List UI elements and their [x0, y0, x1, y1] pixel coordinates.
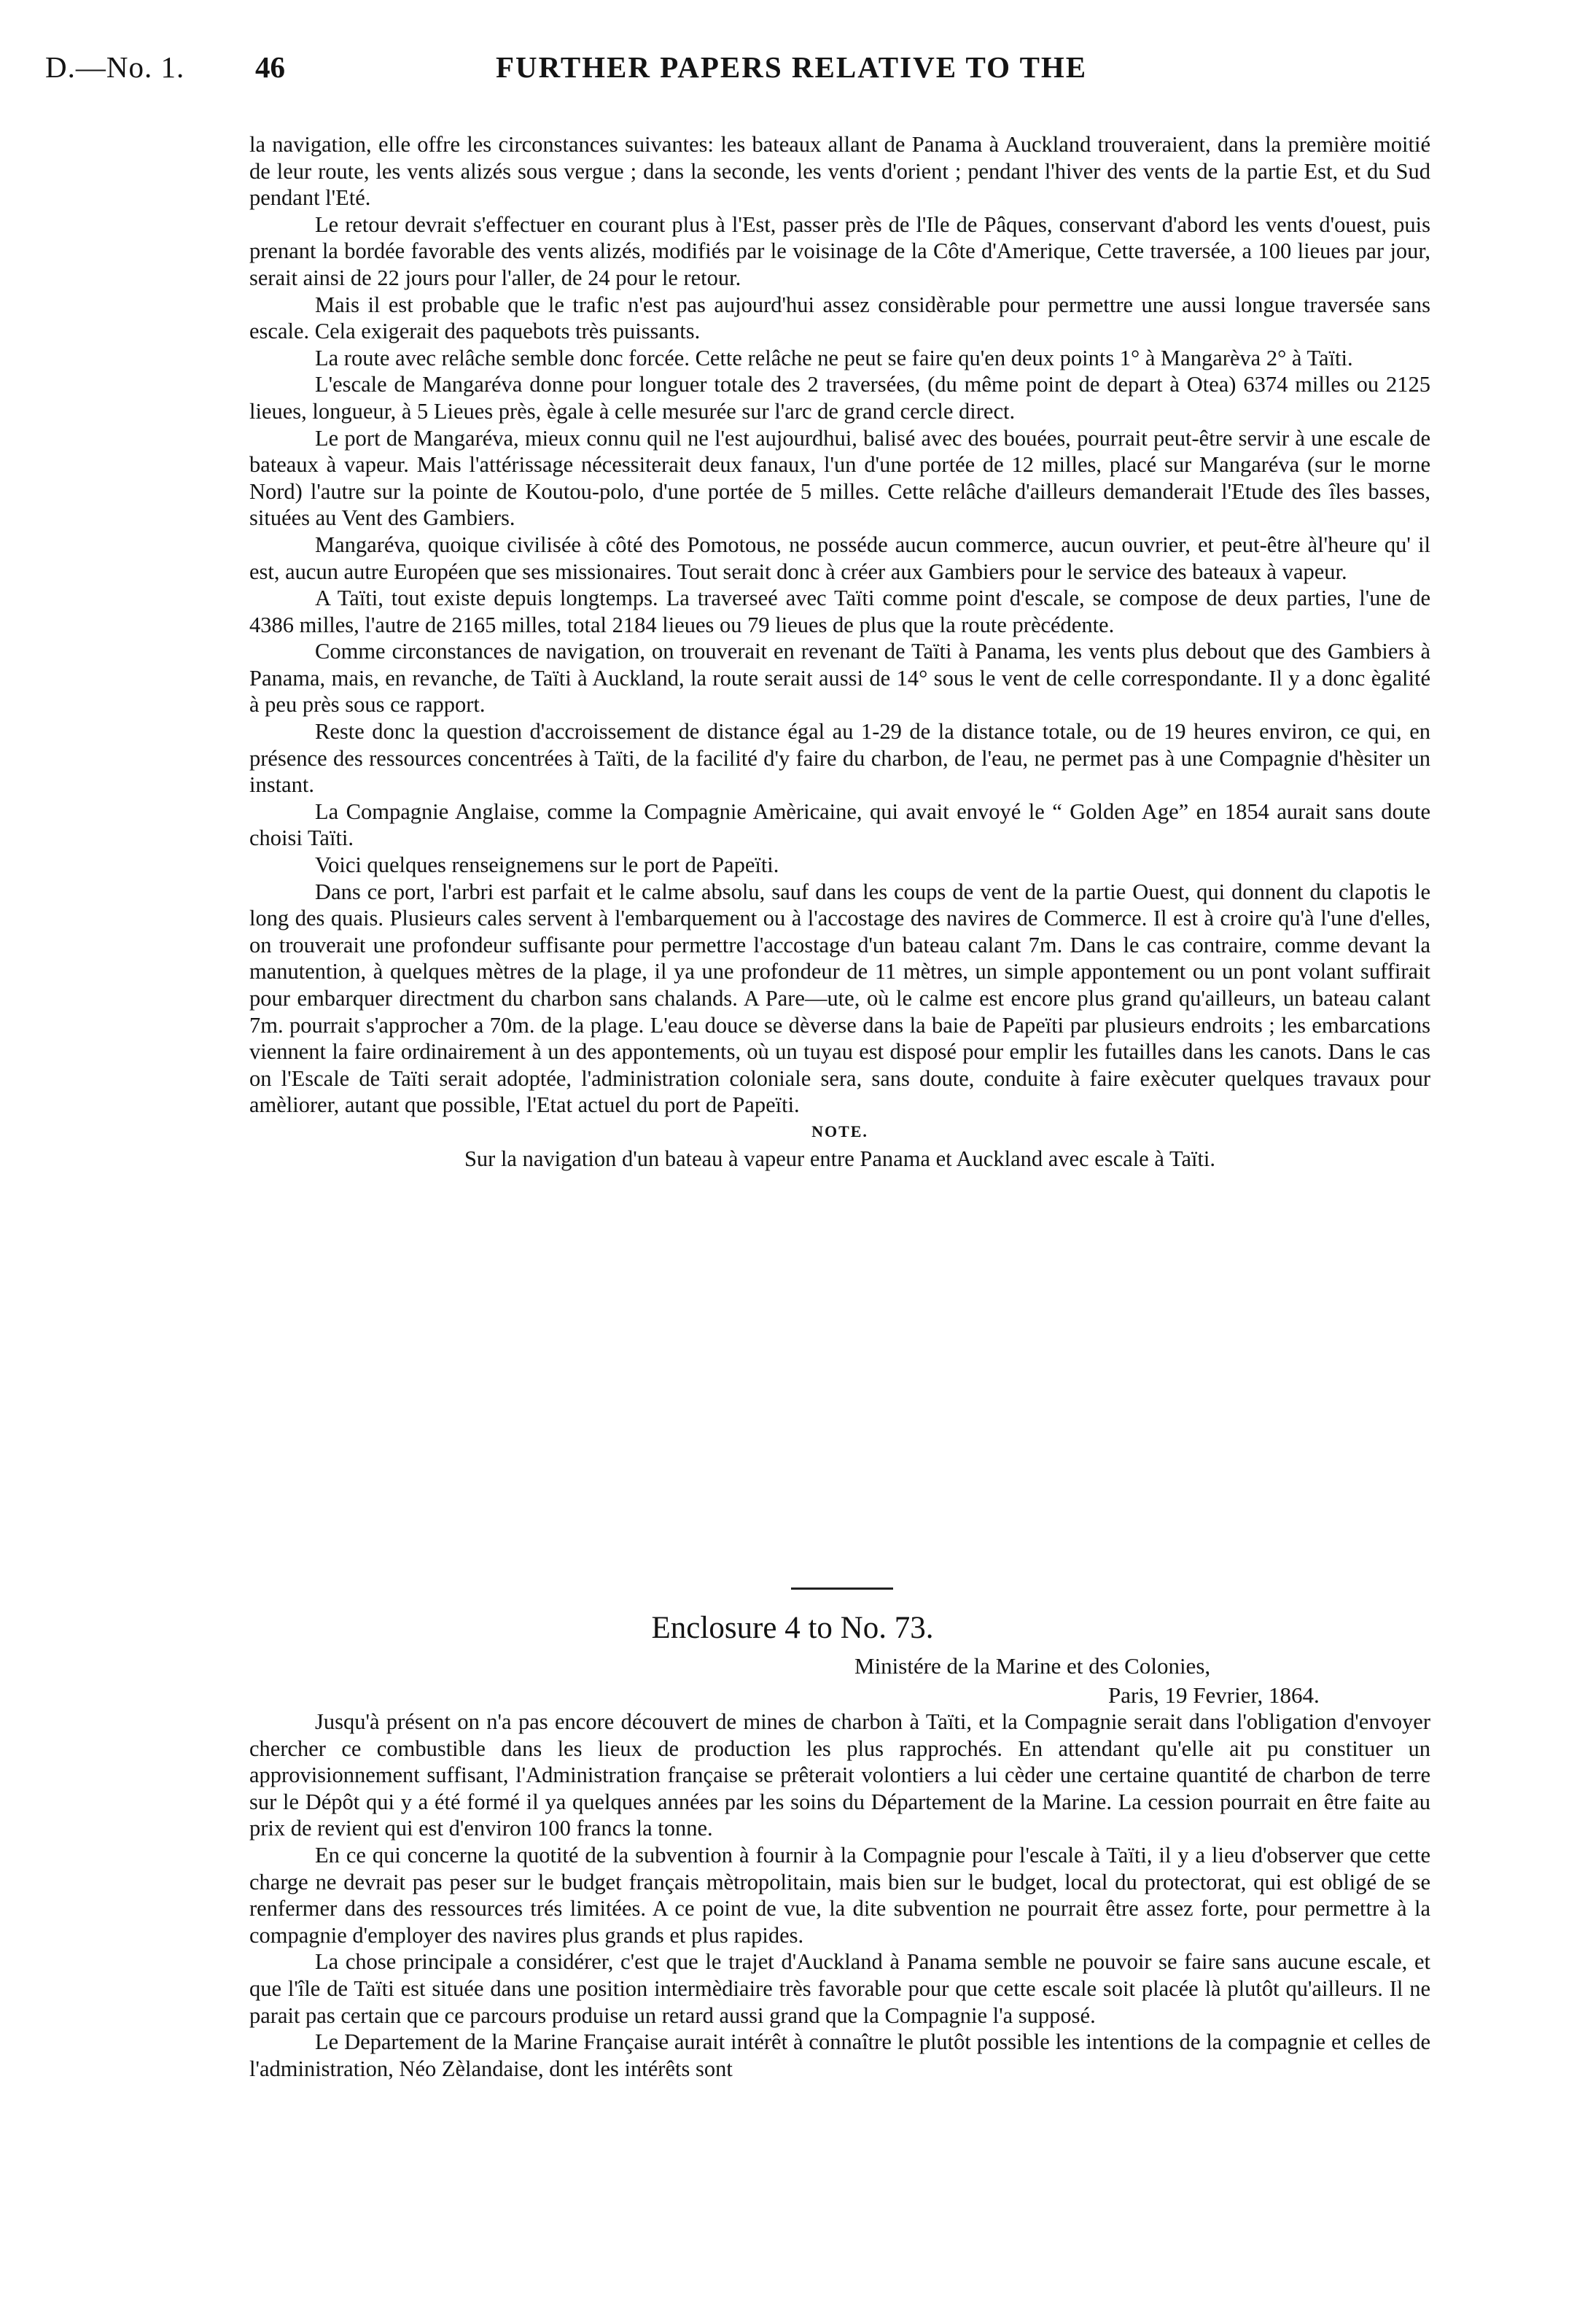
- main-text: [249, 131, 1430, 1172]
- section-divider: [791, 1587, 893, 1590]
- enclosure-text: [249, 1709, 1430, 2082]
- paragraph: La Compagnie Anglaise, comme la Compagnie Amèricaine, qui avait envoyé le “ Golden Age” en 1854 aurait sans doute choisi Taïti.: [249, 798, 1430, 851]
- enclosure-title: Enclosure 4 to No. 73.: [651, 1611, 934, 1645]
- paragraph: Le retour devrait s'effectuer en courant plus à l'Est, passer près de l'Ile de Pâques, conservant d'abord les vents d'ouest, puis prenant la bordée favorable des vents alizés, modifiés par le voisinage de la Côte d'Amerique, Cette traversée, a 100 lieues par jour, serait ainsi de 22 jours pour l'aller, de 24 pour le retour.: [249, 211, 1430, 290]
- paragraph: Jusqu'à présent on n'a pas encore découvert de mines de charbon à Taïti, et la Compagnie serait dans l'obligation d'envoyer chercher ce combustible dans les lieux de production les plus rapprochés. En attendant qu'elle ait pu constituer un approvisionnement suffisant, l'Administration française se prêterait volontiers a lui cèder une certaine quantité de charbon de terre sur le Dépôt qui y a été formé il ya quelques années par les soins du Département de la Marine. La cession pourrait en être faite au prix de revient qui est d'environ 100 francs la tonne.: [249, 1709, 1430, 1841]
- paragraph: Mangaréva, quoique civilisée à côté des Pomotous, ne posséde aucun commerce, aucun ouvrier, et peut-être àl'heure qu' il est, aucun autre Européen que ses missionaires. Tout serait donc à créer aux Gambiers pour le service des bateaux à vapeur.: [249, 532, 1430, 584]
- paragraph: A Taïti, tout existe depuis longtemps. La traverseé avec Taïti comme point d'escale, se compose de deux parties, l'une de 4386 milles, l'autre de 2165 milles, total 2184 lieues ou 79 lieues de plus que la route prècédente.: [249, 586, 1430, 637]
- paragraph: Reste donc la question d'accroissement de distance égal au 1-29 de la distance totale, ou de 19 heures environ, ce qui, en présence des ressources concentrées à Taïti, de la facilité d'y faire du charbon, de l'eau, ne permet pas à une Compagnie d'hèsiter un instant.: [249, 719, 1430, 798]
- note-text: Sur la navigation d'un bateau à vapeur entre Panama et Auckland avec escale à Taïti.: [464, 1146, 1216, 1171]
- paragraph: la navigation, elle offre les circonstances suivantes: les bateaux allant de Panama à Auckland trouveraient, dans la première moitié de leur route, les vents alizés sous vergue ; dans la seconde, les vents d'orient ; pendant l'hiver des vents de la partie Est, et du Sud pendant l'Eté.: [249, 132, 1430, 211]
- paragraph: Comme circonstances de navigation, on trouverait en revenant de Taïti à Panama, les vents plus debout que des Gambiers à Panama, mais, en revanche, de Taïti à Auckland, la route serait aussi de 14° sous le vent de celle correspondante. Il y a donc ègalité à peu près sous ce rapport.: [249, 639, 1430, 718]
- address-line-1: Ministére de la Marine et des Colonies,: [854, 1653, 1211, 1679]
- paragraph: Mais il est probable que le trafic n'est pas aujourd'hui assez considèrable pour permettre une aussi longue traversée sans escale. Cela exigerait des paquebots très puissants.: [249, 292, 1430, 344]
- running-title: FURTHER PAPERS RELATIVE TO THE: [496, 50, 1088, 84]
- note-heading: NOTE.: [811, 1122, 868, 1140]
- paragraph: La chose principale a considérer, c'est que le trajet d'Auckland à Panama semble ne pouvoir se faire sans aucune escale, et que l'île de Taïti est située dans une position intermèdiaire très favorable pour que cette escale soit placée là plutôt qu'ailleurs. Il ne parait pas certain que ce parcours produise un retard aussi grand que la Compagnie l'a supposé.: [249, 1949, 1430, 2028]
- document-number: D.—No. 1.: [45, 50, 185, 84]
- paragraph: L'escale de Mangaréva donne pour longuer totale des 2 traversées, (du même point de depart à Otea) 6374 milles ou 2125 lieues, longueur, à 5 Lieues près, ègale à celle mesurée sur l'arc de grand cercle direct.: [249, 372, 1430, 424]
- paragraph: La route avec relâche semble donc forcée. Cette relâche ne peut se faire qu'en deux points 1° à Mangarèva 2° à Taïti.: [315, 345, 1353, 370]
- address-line-2: Paris, 19 Fevrier, 1864.: [1108, 1682, 1320, 1708]
- paragraph: Le port de Mangaréva, mieux connu quil ne l'est aujourdhui, balisé avec des bouées, pourrait peut-être servir à une escale de bateaux à vapeur. Mais l'attérissage nécessiterait deux fanaux, l'un d'une portée de 12 milles, placé sur Mangaréva (sur le morne Nord) l'autre sur la pointe de Koutou-polo, d'une portée de 5 milles. Cette relâche d'ailleurs demanderait l'Etude des îles basses, situées au Vent des Gambiers.: [249, 425, 1430, 531]
- paragraph: Voici quelques renseignemens sur le port de Papeïti.: [315, 852, 779, 878]
- page-number: 46: [255, 50, 285, 84]
- paragraph: Le Departement de la Marine Française aurait intérêt à connaître le plutôt possible les intentions de la compagnie et celles de l'administration, Néo Zèlandaise, dont les intérêts sont: [249, 2029, 1430, 2081]
- paragraph: En ce qui concerne la quotité de la subvention à fournir à la Compagnie pour l'escale à Taïti, il y a lieu d'observer que cette charge ne devrait pas peser sur le budget français mètropolitain, mais bien sur le budget, local du protectorat, qui est obligé de se renfermer dans des ressources trés limitées. A ce point de vue, la dite subvention ne pourrait être assez forte, pour permettre à la compagnie d'employer des navires plus grands et plus rapides.: [249, 1842, 1430, 1948]
- paragraph: Dans ce port, l'arbri est parfait et le calme absolu, sauf dans les coups de vent de la partie Ouest, qui donnent du clapotis le long des quais. Plusieurs cales servent à l'embarquement ou à l'accostage des navires de Commerce. Il est à croire qu'à l'une d'elles, on trouverait une profondeur suffisante pour permettre l'accostage d'un bateau calant 7m. Dans le cas contraire, comme devant la manutention, à quelques mètres de la plage, il ya une profondeur de 11 mètres, un simple appontement ou un pont volant suffirait pour embarquer directment du charbon sans chalands. A Pare—ute, où le calme est encore plus grand qu'ailleurs, un bateau calant 7m. pourrait s'approcher a 70m. de la plage. L'eau douce se dèverse dans la baie de Papeïti par plusieurs endroits ; les embarcations viennent la faire ordinairement à un des appontements, où un tuyau est disposé pour emplir les futailles dans les canots. Dans le cas on l'Escale de Taïti serait adoptée, l'administration coloniale sera, sans doute, conduite à faire exècuter quelques travaux pour amèliorer, autant que possible, l'Etat actuel du port de Papeïti.: [249, 879, 1430, 1118]
- page-header: [0, 50, 1585, 101]
